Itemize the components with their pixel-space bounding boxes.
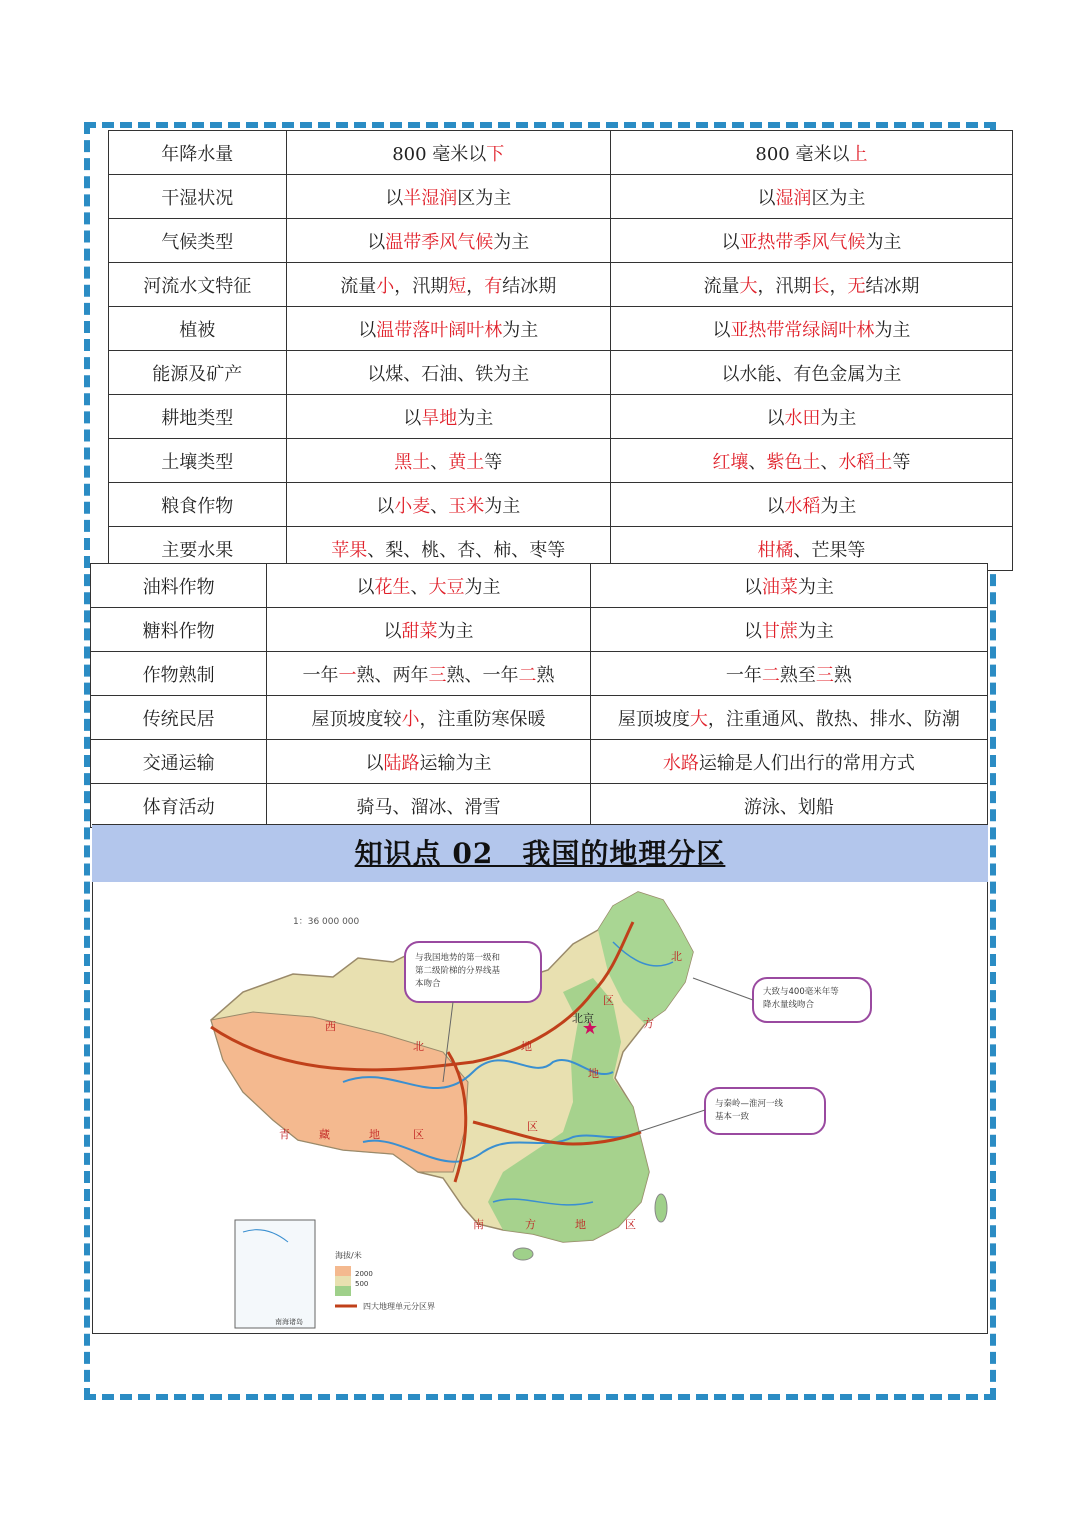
- legend-title: 海拔/米: [335, 1251, 362, 1260]
- table-row: [109, 351, 1013, 395]
- cell-text: 运输是人们出行的常用方式: [698, 752, 915, 774]
- region-label: 藏: [319, 1128, 330, 1141]
- cell-text: 、: [748, 451, 767, 473]
- cell-text: ，: [466, 275, 485, 297]
- cell-text: 以煤、石油、铁为主: [367, 363, 530, 385]
- row-header: 油料作物: [91, 564, 267, 608]
- table-row: [91, 608, 988, 652]
- cell-text: 熟、一年: [446, 664, 519, 686]
- region-label: 方: [643, 1017, 654, 1030]
- key-term: 大豆: [428, 576, 465, 598]
- cell-text: 为主: [820, 495, 857, 517]
- key-term: 陆路: [383, 752, 420, 774]
- table-row: [91, 564, 988, 608]
- legend-swatch-high: [335, 1266, 351, 1276]
- cell-text: ，注重防寒保暖: [419, 708, 546, 730]
- south-sea-inset: [235, 1220, 315, 1328]
- cell-text: 以: [712, 319, 731, 341]
- cell-text: 为主: [820, 407, 857, 429]
- taiwan-island: [655, 1194, 667, 1222]
- row-header: 主要水果: [109, 527, 287, 571]
- cell-text: 区为主: [811, 187, 866, 209]
- key-term: 无: [847, 275, 866, 297]
- cell-text: 一年: [725, 664, 762, 686]
- key-term: 水田: [784, 407, 821, 429]
- north-cell: [267, 696, 591, 740]
- cell-text: 等: [484, 451, 503, 473]
- table-row: [109, 175, 1013, 219]
- callout-text: 本吻合: [415, 979, 441, 989]
- key-term: 水路: [662, 752, 699, 774]
- key-term: 油菜: [761, 576, 798, 598]
- key-term: 二: [761, 664, 780, 686]
- key-term: 小: [401, 708, 420, 730]
- inset-label: 南海诸岛: [275, 1318, 303, 1326]
- key-term: 上: [849, 143, 868, 165]
- cell-text: 屋顶坡度: [617, 708, 690, 730]
- cell-text: 为主: [457, 407, 494, 429]
- map-panel: [92, 882, 988, 1334]
- south-cell: [610, 175, 1012, 219]
- row-header: 能源及矿产: [109, 351, 287, 395]
- cell-text: 屋顶坡度较: [311, 708, 402, 730]
- north-cell: [286, 439, 610, 483]
- region-label: 地: [369, 1128, 380, 1141]
- callout-text: 基本一致: [715, 1112, 750, 1122]
- cell-text: 、梨、桃、杏、柿、枣等: [367, 539, 566, 561]
- key-term: 大: [689, 708, 708, 730]
- cell-text: ，汛期: [757, 275, 812, 297]
- china-regions-map: [93, 882, 987, 1332]
- cell-text: 结冰期: [865, 275, 920, 297]
- south-cell: [590, 696, 987, 740]
- cell-text: 结冰期: [502, 275, 557, 297]
- key-term: 红壤: [712, 451, 749, 473]
- region-label: 区: [413, 1128, 424, 1141]
- table-row: [109, 395, 1013, 439]
- callout-text: 第二级阶梯的分界线基: [415, 966, 501, 976]
- comparison-table-part2: [90, 563, 988, 828]
- row-header: 气候类型: [109, 219, 287, 263]
- star-icon: ★: [581, 1018, 599, 1039]
- cell-text: 以: [385, 187, 404, 209]
- south-cell: [590, 784, 987, 828]
- region-label: 地: [588, 1067, 599, 1080]
- cell-text: 为主: [464, 576, 501, 598]
- key-term: 下: [486, 143, 505, 165]
- cell-text: 为主: [502, 319, 539, 341]
- north-cell: [286, 483, 610, 527]
- region-label: 地: [521, 1040, 532, 1053]
- north-cell: [286, 351, 610, 395]
- cell-text: 以: [743, 620, 762, 642]
- callout-text: 大致与400毫米年等: [763, 987, 839, 997]
- key-term: 湿润: [775, 187, 812, 209]
- south-cell: [590, 740, 987, 784]
- cell-text: 、: [410, 576, 429, 598]
- region-label: 南: [473, 1218, 484, 1231]
- south-cell: [590, 564, 987, 608]
- key-term: 花生: [374, 576, 411, 598]
- cell-text: 熟、两年: [356, 664, 429, 686]
- table-row: [109, 439, 1013, 483]
- legend-value: 2000: [355, 1270, 373, 1278]
- region-label: 北: [671, 950, 682, 963]
- table-row: [109, 263, 1013, 307]
- table-row: [109, 483, 1013, 527]
- key-term: 紫色土: [766, 451, 821, 473]
- key-term: 黑土: [394, 451, 431, 473]
- cell-text: 、: [430, 451, 449, 473]
- callout-pointer: [693, 978, 753, 1000]
- cell-text: 骑马、溜冰、滑雪: [356, 796, 501, 818]
- cell-text: 以: [403, 407, 422, 429]
- cell-text: 、芒果等: [793, 539, 866, 561]
- key-term: 温带落叶阔叶林: [376, 319, 503, 341]
- cell-text: 为主: [484, 495, 521, 517]
- cell-text: 区为主: [457, 187, 512, 209]
- cell-text: 以: [356, 576, 375, 598]
- south-cell: [610, 483, 1012, 527]
- callout-text: 与我国地势的第一级和: [415, 953, 501, 963]
- row-header: 糖料作物: [91, 608, 267, 652]
- cell-text: ，注重通风、散热、排水、防潮: [707, 708, 960, 730]
- key-term: 半湿润: [403, 187, 458, 209]
- region-label: 区: [625, 1218, 636, 1231]
- cell-text: 为主: [493, 231, 530, 253]
- cell-text: 以: [721, 231, 740, 253]
- key-term: 水稻土: [838, 451, 893, 473]
- map-scale: 1：36 000 000: [293, 917, 360, 927]
- cell-text: 以: [383, 620, 402, 642]
- region-label: 北: [413, 1040, 424, 1053]
- north-cell: [267, 652, 591, 696]
- table-row: [91, 740, 988, 784]
- north-cell: [286, 263, 610, 307]
- cell-text: 800 毫米以: [392, 143, 487, 165]
- north-cell: [286, 175, 610, 219]
- cell-text: 以: [365, 752, 384, 774]
- row-header: 土壤类型: [109, 439, 287, 483]
- region-label: 区: [603, 994, 614, 1007]
- key-term: 大: [739, 275, 758, 297]
- cell-text: 熟至: [779, 664, 816, 686]
- north-cell: [286, 307, 610, 351]
- key-term: 黄土: [448, 451, 485, 473]
- cell-text: ，汛期: [394, 275, 449, 297]
- key-term: 水稻: [784, 495, 821, 517]
- cell-text: 运输为主: [419, 752, 492, 774]
- key-term: 亚热带季风气候: [739, 231, 866, 253]
- key-term: 苹果: [331, 539, 368, 561]
- section-banner: [92, 824, 988, 884]
- cell-text: 流量: [340, 275, 377, 297]
- row-header: 交通运输: [91, 740, 267, 784]
- key-term: 旱地: [421, 407, 458, 429]
- south-cell: [610, 395, 1012, 439]
- cell-text: 熟: [833, 664, 852, 686]
- row-header: 干湿状况: [109, 175, 287, 219]
- south-cell: [610, 439, 1012, 483]
- cell-text: 为主: [874, 319, 911, 341]
- row-header: 年降水量: [109, 131, 287, 175]
- region-label: 青: [279, 1128, 290, 1141]
- cell-text: 以: [757, 187, 776, 209]
- north-cell: [267, 784, 591, 828]
- cell-text: 以: [376, 495, 395, 517]
- row-header: 耕地类型: [109, 395, 287, 439]
- cell-text: 以: [358, 319, 377, 341]
- region-label: 区: [527, 1120, 538, 1133]
- cell-text: 以: [743, 576, 762, 598]
- region-label: 地: [575, 1218, 586, 1231]
- south-cell: [610, 131, 1012, 175]
- north-cell: [267, 608, 591, 652]
- table-row: [109, 307, 1013, 351]
- cell-text: ，: [829, 275, 848, 297]
- south-cell: [590, 652, 987, 696]
- cell-text: 为主: [865, 231, 902, 253]
- cell-text: 以: [766, 407, 785, 429]
- key-term: 玉米: [448, 495, 485, 517]
- comparison-table-part1: [108, 130, 1013, 571]
- legend-swatch-mid: [335, 1276, 351, 1286]
- callout-text: 降水量线吻合: [763, 1000, 815, 1010]
- key-term: 二: [518, 664, 537, 686]
- key-term: 长: [811, 275, 830, 297]
- key-term: 短: [448, 275, 467, 297]
- south-cell: [610, 351, 1012, 395]
- row-header: 体育活动: [91, 784, 267, 828]
- cell-text: 以: [766, 495, 785, 517]
- callout-box-3: [705, 1088, 825, 1134]
- region-label: 方: [525, 1218, 536, 1231]
- key-term: 有: [484, 275, 503, 297]
- table-row: [91, 784, 988, 828]
- cell-text: 等: [892, 451, 911, 473]
- hainan-island: [513, 1248, 533, 1260]
- row-header: 作物熟制: [91, 652, 267, 696]
- cell-text: 为主: [797, 576, 834, 598]
- callout-text: 与秦岭—淮河一线: [715, 1099, 784, 1109]
- legend-line-label: 四大地理单元分区界: [363, 1302, 435, 1311]
- north-cell: [286, 219, 610, 263]
- cell-text: 熟: [536, 664, 555, 686]
- south-cell: [610, 307, 1012, 351]
- row-header: 河流水文特征: [109, 263, 287, 307]
- legend-swatch-low: [335, 1286, 351, 1296]
- table-row: [109, 131, 1013, 175]
- capital-label: 北京: [572, 1012, 594, 1025]
- cell-text: 一年: [302, 664, 339, 686]
- key-term: 一: [338, 664, 357, 686]
- key-term: 三: [428, 664, 447, 686]
- cell-text: 以: [367, 231, 386, 253]
- cell-text: 为主: [437, 620, 474, 642]
- section-title: 知识点 02 我国的地理分区: [354, 837, 726, 870]
- key-term: 甜菜: [401, 620, 438, 642]
- key-term: 小: [376, 275, 395, 297]
- cell-text: 为主: [797, 620, 834, 642]
- callout-pointer: [638, 1110, 705, 1132]
- south-cell: [590, 608, 987, 652]
- north-cell: [267, 740, 591, 784]
- key-term: 亚热带常绿阔叶林: [730, 319, 875, 341]
- north-cell: [286, 131, 610, 175]
- key-term: 温带季风气候: [385, 231, 494, 253]
- north-cell: [286, 395, 610, 439]
- table-row: [91, 696, 988, 740]
- cell-text: 800 毫米以: [755, 143, 850, 165]
- cell-text: 以水能、有色金属为主: [721, 363, 902, 385]
- table-row: [109, 219, 1013, 263]
- cell-text: 流量: [703, 275, 740, 297]
- north-cell: [267, 564, 591, 608]
- key-term: 小麦: [394, 495, 431, 517]
- south-cell: [610, 219, 1012, 263]
- key-term: 柑橘: [757, 539, 794, 561]
- cell-text: 、: [430, 495, 449, 517]
- key-term: 三: [815, 664, 834, 686]
- key-term: 甘蔗: [761, 620, 798, 642]
- row-header: 传统民居: [91, 696, 267, 740]
- row-header: 粮食作物: [109, 483, 287, 527]
- row-header: 植被: [109, 307, 287, 351]
- region-label: 西: [325, 1020, 336, 1033]
- table-row: [91, 652, 988, 696]
- cell-text: 游泳、划船: [743, 796, 834, 818]
- cell-text: 、: [820, 451, 839, 473]
- legend-value: 500: [355, 1280, 369, 1288]
- south-cell: [610, 263, 1012, 307]
